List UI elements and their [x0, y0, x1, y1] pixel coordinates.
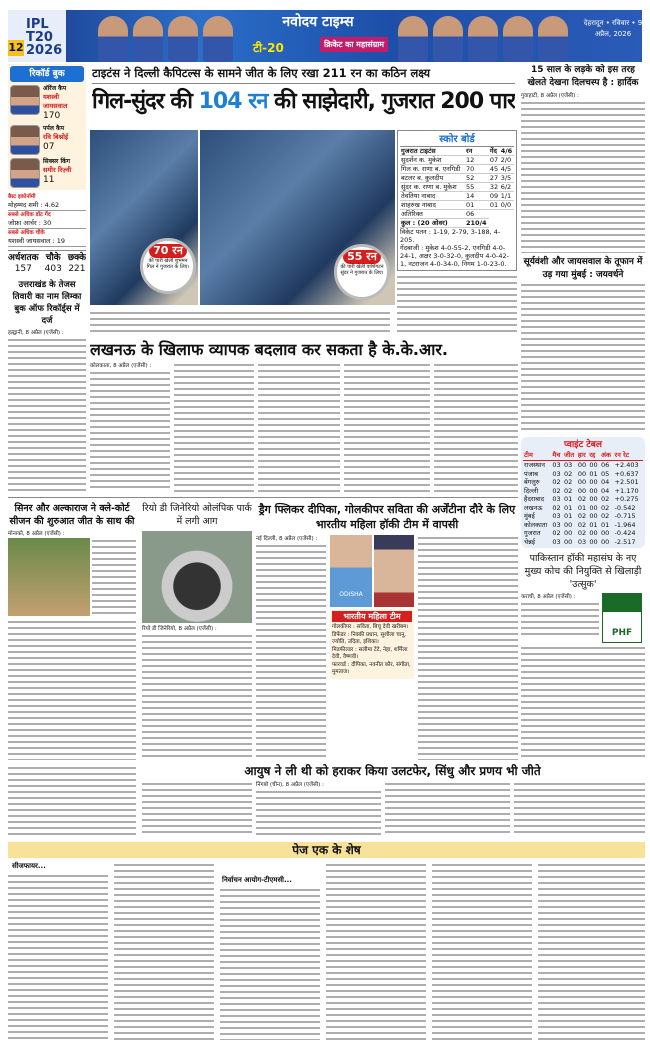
hockey-body — [256, 535, 518, 760]
player-avatar — [10, 158, 40, 188]
cell: अतिरिक्त — [400, 210, 465, 219]
stat-label: सबसे अधिक डॉट गेंद — [8, 212, 51, 218]
player-photo — [133, 16, 163, 62]
body-text — [418, 535, 518, 760]
team-row — [523, 521, 643, 530]
record-info — [43, 125, 68, 155]
record-value: 11 — [43, 175, 55, 185]
cell: 00 — [577, 478, 587, 486]
jayawardene-headline: सूर्यवंशी और जायसवाल के तूफान में उड़ गया मुंबई : जयवर्धने — [523, 256, 643, 280]
phf-logo — [602, 593, 642, 643]
continued-banner: पेज एक के शेष — [8, 842, 645, 858]
column-header: रद्द — [588, 451, 600, 461]
team-row — [523, 495, 643, 504]
cell: 01 — [564, 512, 573, 520]
batting-row — [400, 183, 514, 192]
cell: 02 — [564, 486, 573, 495]
cell: 02 — [552, 478, 561, 486]
record-name: रवि बिश्नोई — [43, 133, 69, 141]
player-photo — [503, 16, 533, 62]
scoreboard-column — [397, 130, 517, 336]
total-item — [68, 253, 86, 275]
cell: 70 — [465, 165, 489, 174]
bowling: गेंदबाजी : मुकेश 4-0-55-2, एनगिडी 4-0-24-1, अक्षर 3-0-32-0, कुलदीप 4-0-42-1, नटराजन 4-0-34-0, निगम 1-0-23-0. — [400, 244, 509, 268]
team-row — [523, 538, 643, 547]
cell: 02 — [577, 529, 587, 537]
tennis-photo — [8, 538, 90, 616]
cell: 00 — [564, 520, 573, 529]
ipl-logo: IPL T20 2026 — [8, 10, 66, 62]
cell: +0.275 — [614, 495, 639, 503]
hockey-col — [256, 535, 326, 760]
cell: 01 — [577, 503, 587, 512]
hockey-photo-col — [330, 535, 414, 760]
record-item — [10, 125, 84, 155]
cell: 03 — [552, 512, 561, 520]
column-header: हार — [577, 451, 589, 461]
cell: 00 — [577, 469, 587, 478]
cell: 02 — [577, 520, 587, 529]
points-table — [521, 437, 645, 548]
team-row — [523, 512, 643, 521]
page-number: 12 — [8, 41, 24, 54]
stat-label: सबसे अधिक चौके — [8, 230, 45, 236]
pakistan-dateline: कराची, 8 अप्रैल (एजेंसी) : — [521, 594, 576, 600]
cell: दिल्ली — [524, 486, 539, 495]
cell: -1.964 — [614, 520, 636, 529]
runs: 70 रन — [149, 244, 187, 258]
cell: 00 — [577, 461, 587, 469]
total-value: 221 — [68, 264, 86, 274]
brand-title: नवोदय टाइम्स — [282, 14, 354, 30]
body-text — [8, 619, 136, 760]
column-header: जीत — [563, 451, 577, 461]
bubble-text: की पारी खेली शुभमन गिल ने गुजरात के लिए। — [146, 258, 190, 270]
team-box — [330, 609, 414, 679]
column-header: मैच — [551, 451, 563, 461]
record-label: पर्पल कैप — [43, 125, 64, 132]
rio-headline: रियो डी जिनेरियो ओलंपिक पार्क में लगी आग — [142, 503, 252, 527]
rio-dateline: रियो डी जिनेरियो, 8 अप्रैल (एजेंसी) : — [142, 626, 217, 632]
lead-headline — [92, 86, 515, 117]
fall-of-wickets: विकेट पतन : 1-19, 2-79, 3-188, 4-205. — [400, 228, 501, 244]
body-text — [220, 887, 320, 1040]
cell: 2/0 — [500, 156, 514, 165]
cell: लखनऊ — [524, 503, 543, 512]
body-text — [538, 862, 645, 1040]
record-name: समीर रिज़्वी — [43, 166, 72, 174]
cell: 01 — [564, 495, 573, 503]
player-photo — [538, 16, 568, 62]
cell: 00 — [589, 503, 598, 512]
cell: 03 — [552, 520, 561, 529]
cell: 0/0 — [500, 201, 514, 210]
cell: 04 — [601, 478, 610, 486]
total-label: छक्के — [67, 253, 86, 263]
cell: पंजाब — [524, 469, 538, 478]
cell: 00 — [564, 537, 573, 546]
column-header: अंक — [600, 451, 614, 461]
badminton-headline: आयुष ने ली थी को हराकर किया उलटफेर, सिंधु और प्रणय भी जीते — [244, 764, 541, 778]
continued-item: सीजफायर... — [12, 862, 46, 870]
body-text — [344, 362, 430, 492]
right-column — [521, 64, 645, 434]
rio-story — [142, 502, 252, 760]
savita-photo — [374, 535, 414, 607]
total-row — [400, 219, 514, 228]
cell: 27 — [489, 174, 499, 182]
cell: 06 — [465, 210, 489, 219]
cell: 4/6 — [500, 147, 513, 155]
date-text: अप्रैल, 2026 — [594, 30, 632, 38]
runs: 55 रन — [343, 250, 381, 264]
body-text — [142, 781, 252, 835]
lead-body — [90, 310, 390, 334]
stat-value: मोहम्मद शमी : 4.62 — [8, 201, 86, 211]
team-box-title: भारतीय महिला टीम — [332, 611, 412, 622]
cell: मुंबई — [524, 512, 535, 520]
cell: 00 — [589, 461, 598, 469]
team-row — [523, 478, 643, 487]
cell: -2.517 — [614, 537, 636, 546]
cell: 01 — [589, 520, 598, 529]
cell: 00 — [589, 512, 598, 520]
divider — [8, 497, 518, 498]
cell: 00 — [589, 486, 598, 495]
cell: कुल : (20 ओवर) — [400, 219, 465, 228]
team-line: फारवर्ड : दीपिका, नवनीत कौर, संगीता, मुमताज। — [332, 661, 411, 675]
cell: +0.637 — [614, 469, 639, 478]
cell: +1.170 — [614, 486, 639, 495]
cell: 02 — [552, 486, 561, 495]
body-text — [8, 873, 108, 1040]
deepika-photo — [330, 535, 372, 607]
lead-body — [397, 274, 517, 336]
cell: 00 — [564, 529, 573, 537]
record-book-title: रिकॉर्ड बुक — [10, 66, 84, 82]
cell: 00 — [589, 478, 598, 486]
record-item — [10, 85, 84, 122]
cricket-tag: क्रिकेट का महासंग्राम — [320, 37, 388, 52]
body-text — [326, 862, 426, 1040]
points-table-title: प्वाइंट टेबल — [563, 440, 603, 450]
cell: 02 — [564, 478, 573, 486]
record-info — [43, 158, 71, 188]
gill-runs-bubble — [140, 238, 196, 294]
record-item — [10, 158, 84, 188]
cell: गुजरात टाइटंस — [400, 147, 465, 156]
team-line: मिडफील्डर : सलीमा टेटे, नेहा, शर्मिला देवी, वैष्णवी। — [332, 646, 408, 660]
cell: 14 — [465, 192, 489, 201]
cell: 02 — [601, 503, 610, 512]
cell: 45 — [489, 165, 499, 173]
pakistan-top — [521, 593, 645, 643]
total-item — [8, 253, 39, 275]
hockey-dateline: नई दिल्ली, 8 अप्रैल (एजेंसी) : — [256, 536, 318, 542]
extras-row — [400, 210, 514, 219]
cell: 06 — [601, 461, 610, 469]
headline-part: गिल-सुंदर की — [92, 89, 199, 114]
column-header: रन रेट — [614, 451, 643, 461]
cell: बटलर ब. कुलदीप — [400, 174, 465, 183]
body-text — [385, 781, 510, 835]
dateline — [583, 18, 642, 40]
scoreboard — [397, 130, 517, 271]
cell: -0.715 — [614, 512, 636, 520]
sinner-story — [8, 502, 136, 760]
cell: 02 — [577, 512, 587, 520]
player-photo — [98, 16, 128, 62]
cell: +2.501 — [614, 478, 639, 486]
headline-part: की साझेदारी, गुजरात 200 पार — [267, 89, 515, 114]
sundar-runs-bubble — [334, 244, 390, 300]
body-text — [256, 543, 326, 760]
cell: हैदराबाद — [524, 495, 545, 503]
team-row — [523, 470, 643, 479]
record-info — [43, 85, 84, 122]
player-avatar — [10, 125, 40, 155]
record-book — [8, 64, 86, 190]
player-photo — [398, 16, 428, 62]
t20-tag: टी-20 — [253, 41, 284, 55]
body-text — [8, 765, 136, 835]
cell: 02 — [564, 469, 573, 478]
player-photo — [168, 16, 198, 62]
sinner-headline: सिनर और अल्काराज ने क्ले-कोर्ट सीजन की शुरुआत जीत के साथ की — [9, 503, 135, 527]
body-text — [174, 362, 254, 492]
cell: 02 — [552, 503, 561, 512]
cell: 03 — [577, 537, 587, 546]
cell: 03 — [552, 495, 561, 503]
lead-kicker: टाइटंस ने दिल्ली कैपिटल्स के सामने जीत के लिए रखा 211 रन का कठिन लक्ष्य — [92, 66, 515, 84]
cell: -0.424 — [614, 529, 636, 537]
cell: 02 — [552, 529, 561, 537]
record-label: ऑरेंज कैप — [43, 85, 67, 92]
body-text — [432, 862, 532, 1040]
jayawardene-body — [521, 282, 645, 435]
cell: 05 — [601, 469, 610, 478]
cell: रन — [465, 147, 489, 156]
cell: -0.542 — [614, 503, 636, 512]
hockey-story — [256, 502, 518, 760]
body-text — [521, 645, 645, 760]
total-label: चौके — [45, 253, 61, 263]
batting-row — [400, 165, 514, 174]
cell: 12 — [465, 156, 489, 165]
logo-text: PHF — [611, 628, 633, 638]
cell: 01 — [564, 503, 573, 512]
cell: 32 — [489, 183, 499, 191]
cell: बेंगलुरु — [524, 478, 540, 486]
total-label: अर्धशतक — [8, 253, 39, 263]
body-text — [256, 789, 381, 835]
cell: 01 — [589, 469, 598, 478]
badminton-dateline: निंगबो (चीन), 8 अप्रैल (एजेंसी) : — [256, 782, 324, 788]
date-text: देहरादून • रविवार • 9 — [583, 19, 642, 27]
total-value: 157 — [14, 264, 32, 274]
cell: 01 — [489, 201, 499, 209]
cell: 55 — [465, 183, 489, 192]
team-row — [523, 487, 643, 496]
cell: 07 — [489, 156, 499, 164]
cell: 210/4 — [465, 219, 489, 228]
totals — [8, 250, 86, 275]
cell: 01 — [601, 520, 610, 529]
cell: 03 — [552, 469, 561, 478]
story-headline: उत्तराखंड के तेजस तिवारी का नाम लिम्का बुक ऑफ रिकॉर्ड्स में दर्ज — [12, 280, 82, 326]
player-avatar — [10, 85, 40, 115]
player-photo — [433, 16, 463, 62]
kkr-dateline: कोलकाता, 8 अप्रैल (एजेंसी) : — [90, 363, 152, 369]
record-value: 170 — [43, 111, 61, 121]
team-line: डिफेंडर : निक्की प्रधान, सुशीला चानू, ज्योति, उदिता, इशिका। — [332, 631, 407, 645]
player-photo — [203, 16, 233, 62]
cell: 00 — [589, 529, 598, 537]
cell: 3/5 — [500, 174, 514, 183]
cell: 02 — [577, 495, 587, 503]
cell: 00 — [601, 529, 610, 537]
cell: कोलकाता — [524, 520, 548, 529]
body-text — [514, 781, 645, 835]
cell: 00 — [577, 486, 587, 495]
hardik-headline: 15 साल के लड़के को इस तरह खेलते देखना दिलचस्प है : हार्दिक — [527, 65, 639, 88]
body-text — [142, 633, 252, 760]
team-line: गोलकीपर : सविता, बिचू देवी खरीबम। — [332, 624, 409, 630]
sidebar — [8, 64, 86, 492]
stat-value: जोफ्रा आर्चर : 30 — [8, 219, 86, 229]
hockey-photos — [330, 535, 414, 607]
sinner-photo-row — [8, 538, 136, 616]
team-row — [523, 504, 643, 513]
stat-value: यशस्वी जायसवाल : 19 — [8, 237, 86, 247]
cell: +2.403 — [614, 461, 639, 469]
cell: तेवतिया नाबाद — [400, 192, 465, 201]
cell: चेन्नई — [524, 537, 536, 546]
cell: 03 — [552, 461, 561, 469]
total-item — [45, 253, 62, 275]
points-header — [523, 451, 643, 461]
bubble-text: की पारी खेली वाशिंगटन सुंदर ने गुजरात के लिए। — [340, 264, 384, 276]
badminton-col — [256, 781, 381, 835]
sinner-dateline: मोनाको, 8 अप्रैल (एजेंसी) : — [8, 531, 65, 537]
batting-row — [400, 174, 514, 183]
cell: 00 — [589, 537, 598, 546]
hardik-body — [521, 100, 645, 253]
scoreboard-table — [400, 147, 514, 228]
continued-item: निर्वाचन आयोग-टीएमसी... — [222, 876, 292, 884]
story-dateline: हल्द्वानी, 8 अप्रैल (एजेंसी) : — [8, 330, 64, 336]
jersey-text: ODISHA — [339, 591, 363, 598]
body-text — [258, 362, 340, 492]
cell: गेंद — [489, 147, 500, 156]
cell: राजस्थान — [524, 461, 546, 469]
scoreboard-header — [400, 147, 514, 156]
record-name: यशस्वी जायसवाल — [43, 93, 68, 110]
hardik-dateline: गुवाहाटी, 8 अप्रैल (एजेंसी) : — [521, 93, 579, 99]
batting-row — [400, 192, 514, 201]
cell: शाहरुख नाबाद — [400, 201, 465, 210]
points-table-grid — [523, 451, 643, 546]
cell: 6/2 — [500, 183, 514, 192]
total-value: 403 — [44, 264, 62, 274]
team-row — [523, 461, 643, 470]
record-value: 07 — [43, 142, 55, 152]
cell: 52 — [465, 174, 489, 183]
cell: 01 — [465, 201, 489, 210]
stats — [8, 193, 86, 247]
body-text — [521, 601, 599, 637]
ipl-banner — [8, 10, 642, 62]
cell: सुदर्शन क. मुकेश — [400, 156, 465, 165]
story-body — [8, 337, 86, 492]
scoreboard-title: स्कोर बोर्ड — [400, 133, 514, 147]
pakistan-headline: पाकिस्तान हॉकी महासंघ के नए मुख्य कोच की नियुक्ति से खिलाड़ी 'उत्सुक' — [524, 553, 642, 590]
column-header: टीम — [523, 451, 551, 461]
cell: गुजरात — [524, 529, 541, 537]
batting-row — [400, 156, 514, 165]
cell: 1/1 — [500, 192, 514, 201]
stat-label: बैस्ट इकोनॉमी — [8, 194, 36, 200]
hockey-headline: ड्रैग फ्लिकर दीपिका, गोलकीपर सविता की अर्जेंटीना दौरे के लिए भारतीय महिला हॉकी टीम में वापसी — [258, 503, 516, 531]
right-lower-column — [521, 437, 645, 760]
body-text — [114, 862, 214, 1040]
cell: 00 — [589, 495, 598, 503]
batting-row — [400, 201, 514, 210]
cell: 03 — [552, 537, 561, 546]
record-label: सिक्सर किंग — [43, 158, 70, 165]
stadium-photo — [142, 531, 252, 623]
cell: 00 — [601, 537, 610, 546]
cell: 02 — [601, 495, 610, 503]
kkr-headline: लखनऊ के खिलाफ व्यापक बदलाव कर सकता है के.के.आर. — [90, 340, 448, 359]
body-text — [90, 370, 170, 492]
player-photo — [468, 16, 498, 62]
cell: 03 — [564, 461, 573, 469]
body-text — [92, 538, 136, 616]
cell: सुंदर क. राणा ब. मुकेश — [400, 183, 465, 192]
body-text — [434, 362, 518, 492]
team-row — [523, 529, 643, 538]
pakistan-lead — [521, 593, 599, 643]
kkr-column — [90, 362, 170, 492]
cell: 04 — [601, 486, 610, 495]
cell: 02 — [601, 512, 610, 520]
cell: 4/5 — [500, 165, 514, 174]
headline-highlight: 104 रन — [198, 89, 268, 114]
cell: गिल क. राणा ब. एनगिडी — [400, 165, 465, 174]
cell: 09 — [489, 192, 499, 200]
